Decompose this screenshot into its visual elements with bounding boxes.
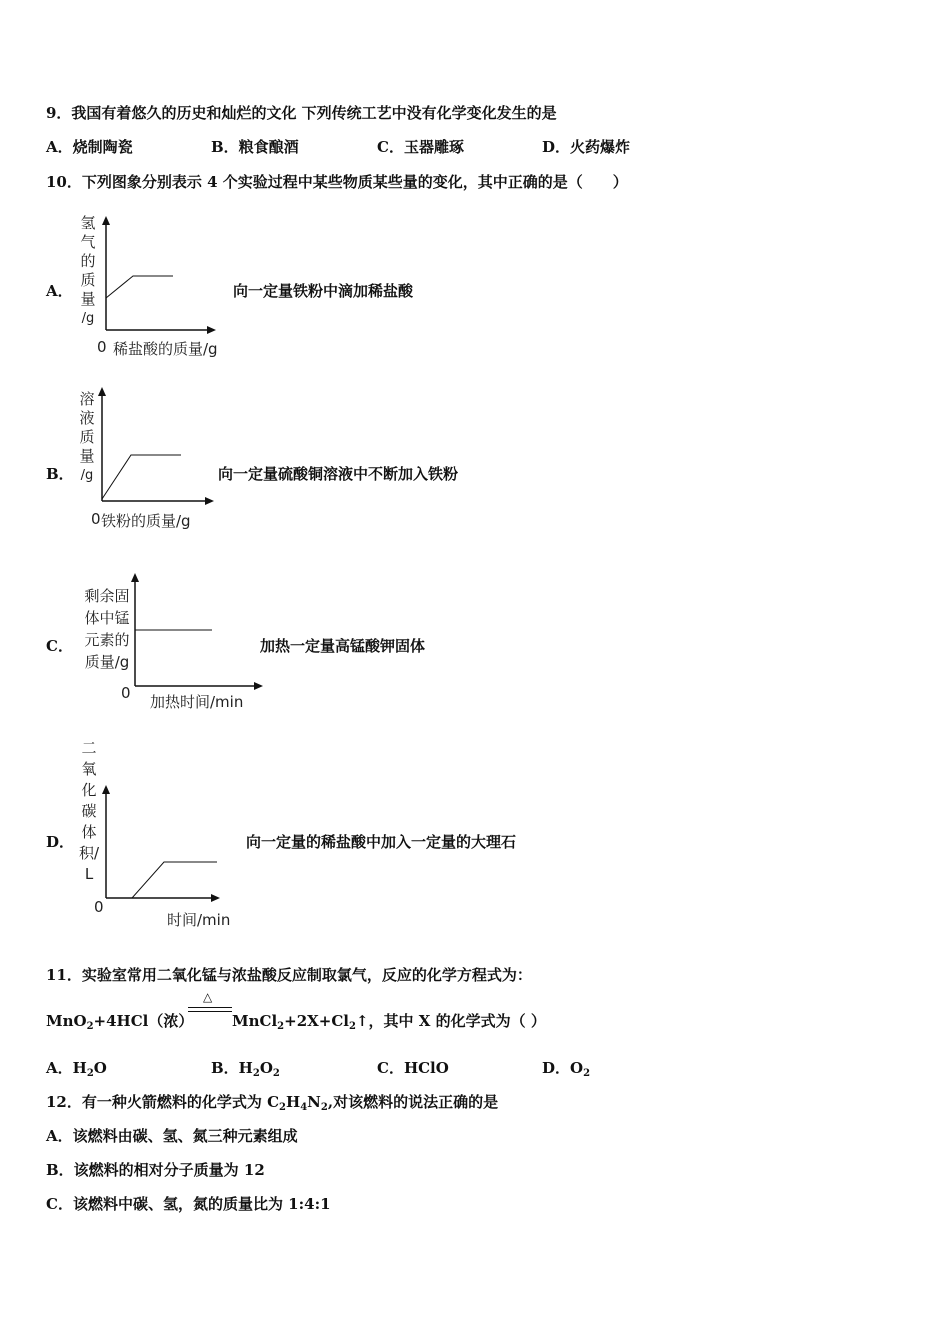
q10-item-c-graph bbox=[124, 568, 274, 693]
q9-option-a: A．烧制陶瓷 bbox=[46, 138, 133, 156]
q11-option-b: B．$H_2O_2$ bbox=[211, 1059, 280, 1079]
q10-item-d-desc: 向一定量的稀盐酸中加入一定量的大理石 bbox=[246, 833, 517, 851]
q11-equation-left: MnO$_2$+4HCl（浓） bbox=[46, 1012, 194, 1032]
q10-item-b-letter: B． bbox=[46, 465, 74, 483]
q12-option-c: C．该燃料中碳、氢，氮的质量比为 1:4:1 bbox=[46, 1195, 331, 1213]
q11-option-d: D．$O_2$ bbox=[542, 1059, 591, 1079]
q9-option-c: C．玉器雕琢 bbox=[377, 138, 464, 156]
q10-item-b-ylabel: 溶 液 质 量 /g bbox=[79, 390, 95, 483]
q10-stem: 10．下列图象分别表示 4 个实验过程中某些物质某些量的变化，其中正确的是（ ） bbox=[46, 173, 628, 191]
q9-stem: 9．我国有着悠久的历史和灿烂的文化 下列传统工艺中没有化学变化发生的是 bbox=[46, 104, 557, 122]
q10-item-a-letter: A． bbox=[46, 282, 73, 300]
q10-item-d-graph bbox=[95, 780, 230, 905]
q11-equation-sign bbox=[188, 1007, 232, 1012]
q10-item-b-desc: 向一定量硫酸铜溶液中不断加入铁粉 bbox=[218, 465, 459, 483]
q11-equation-right: $MnCl_2+2X+Cl_2↑$，其中 X 的化学式为（ ） bbox=[232, 1012, 546, 1032]
q9-option-b: B．粮食酿酒 bbox=[211, 138, 299, 156]
q10-item-a-ylabel: 氢 气 的 质 量 /g bbox=[80, 214, 96, 326]
q10-item-d-xlabel: 时间/min bbox=[167, 911, 231, 929]
q10-item-b-origin: 0 bbox=[91, 510, 101, 528]
q10-item-a-desc: 向一定量铁粉中滴加稀盐酸 bbox=[233, 282, 414, 300]
q10-item-a-graph bbox=[95, 212, 225, 337]
q10-item-a-origin: 0 bbox=[97, 338, 107, 356]
q9-option-d: D．火药爆炸 bbox=[542, 138, 631, 156]
q10-item-c-letter: C． bbox=[46, 637, 73, 655]
q10-item-c-ylabel: 剩余固 体中锰 元素的 质量/g bbox=[84, 587, 130, 671]
q11-equation-condition: △ bbox=[203, 990, 213, 1004]
q10-item-d-letter: D． bbox=[46, 833, 75, 851]
q10-item-c-xlabel: 加热时间/min bbox=[150, 693, 244, 711]
q11-option-a: A．$H_2O$ bbox=[46, 1059, 107, 1079]
q11-stem: 11．实验室常用二氧化锰与浓盐酸反应制取氯气，反应的化学方程式为： bbox=[46, 966, 532, 984]
q10-item-c-desc: 加热一定量高锰酸钾固体 bbox=[260, 637, 426, 655]
q10-item-d-origin: 0 bbox=[94, 898, 104, 916]
q10-item-b-graph bbox=[91, 383, 221, 508]
q12-stem: 12．有一种火箭燃料的化学式为 $C_2H_4N_2$,对该燃料的说法正确的是 bbox=[46, 1093, 499, 1113]
q10-item-c-origin: 0 bbox=[121, 684, 131, 702]
q12-option-a: A．该燃料由碳、氢、氮三种元素组成 bbox=[46, 1127, 298, 1145]
q10-item-a-xlabel: 稀盐酸的质量/g bbox=[113, 340, 218, 358]
q11-option-c: C．HClO bbox=[377, 1059, 449, 1077]
q12-option-b: B．该燃料的相对分子质量为 12 bbox=[46, 1161, 265, 1179]
q10-item-d-ylabel: 二 氧 化 碳 体 积/ L bbox=[78, 739, 100, 883]
q10-item-b-xlabel: 铁粉的质量/g bbox=[101, 512, 191, 530]
